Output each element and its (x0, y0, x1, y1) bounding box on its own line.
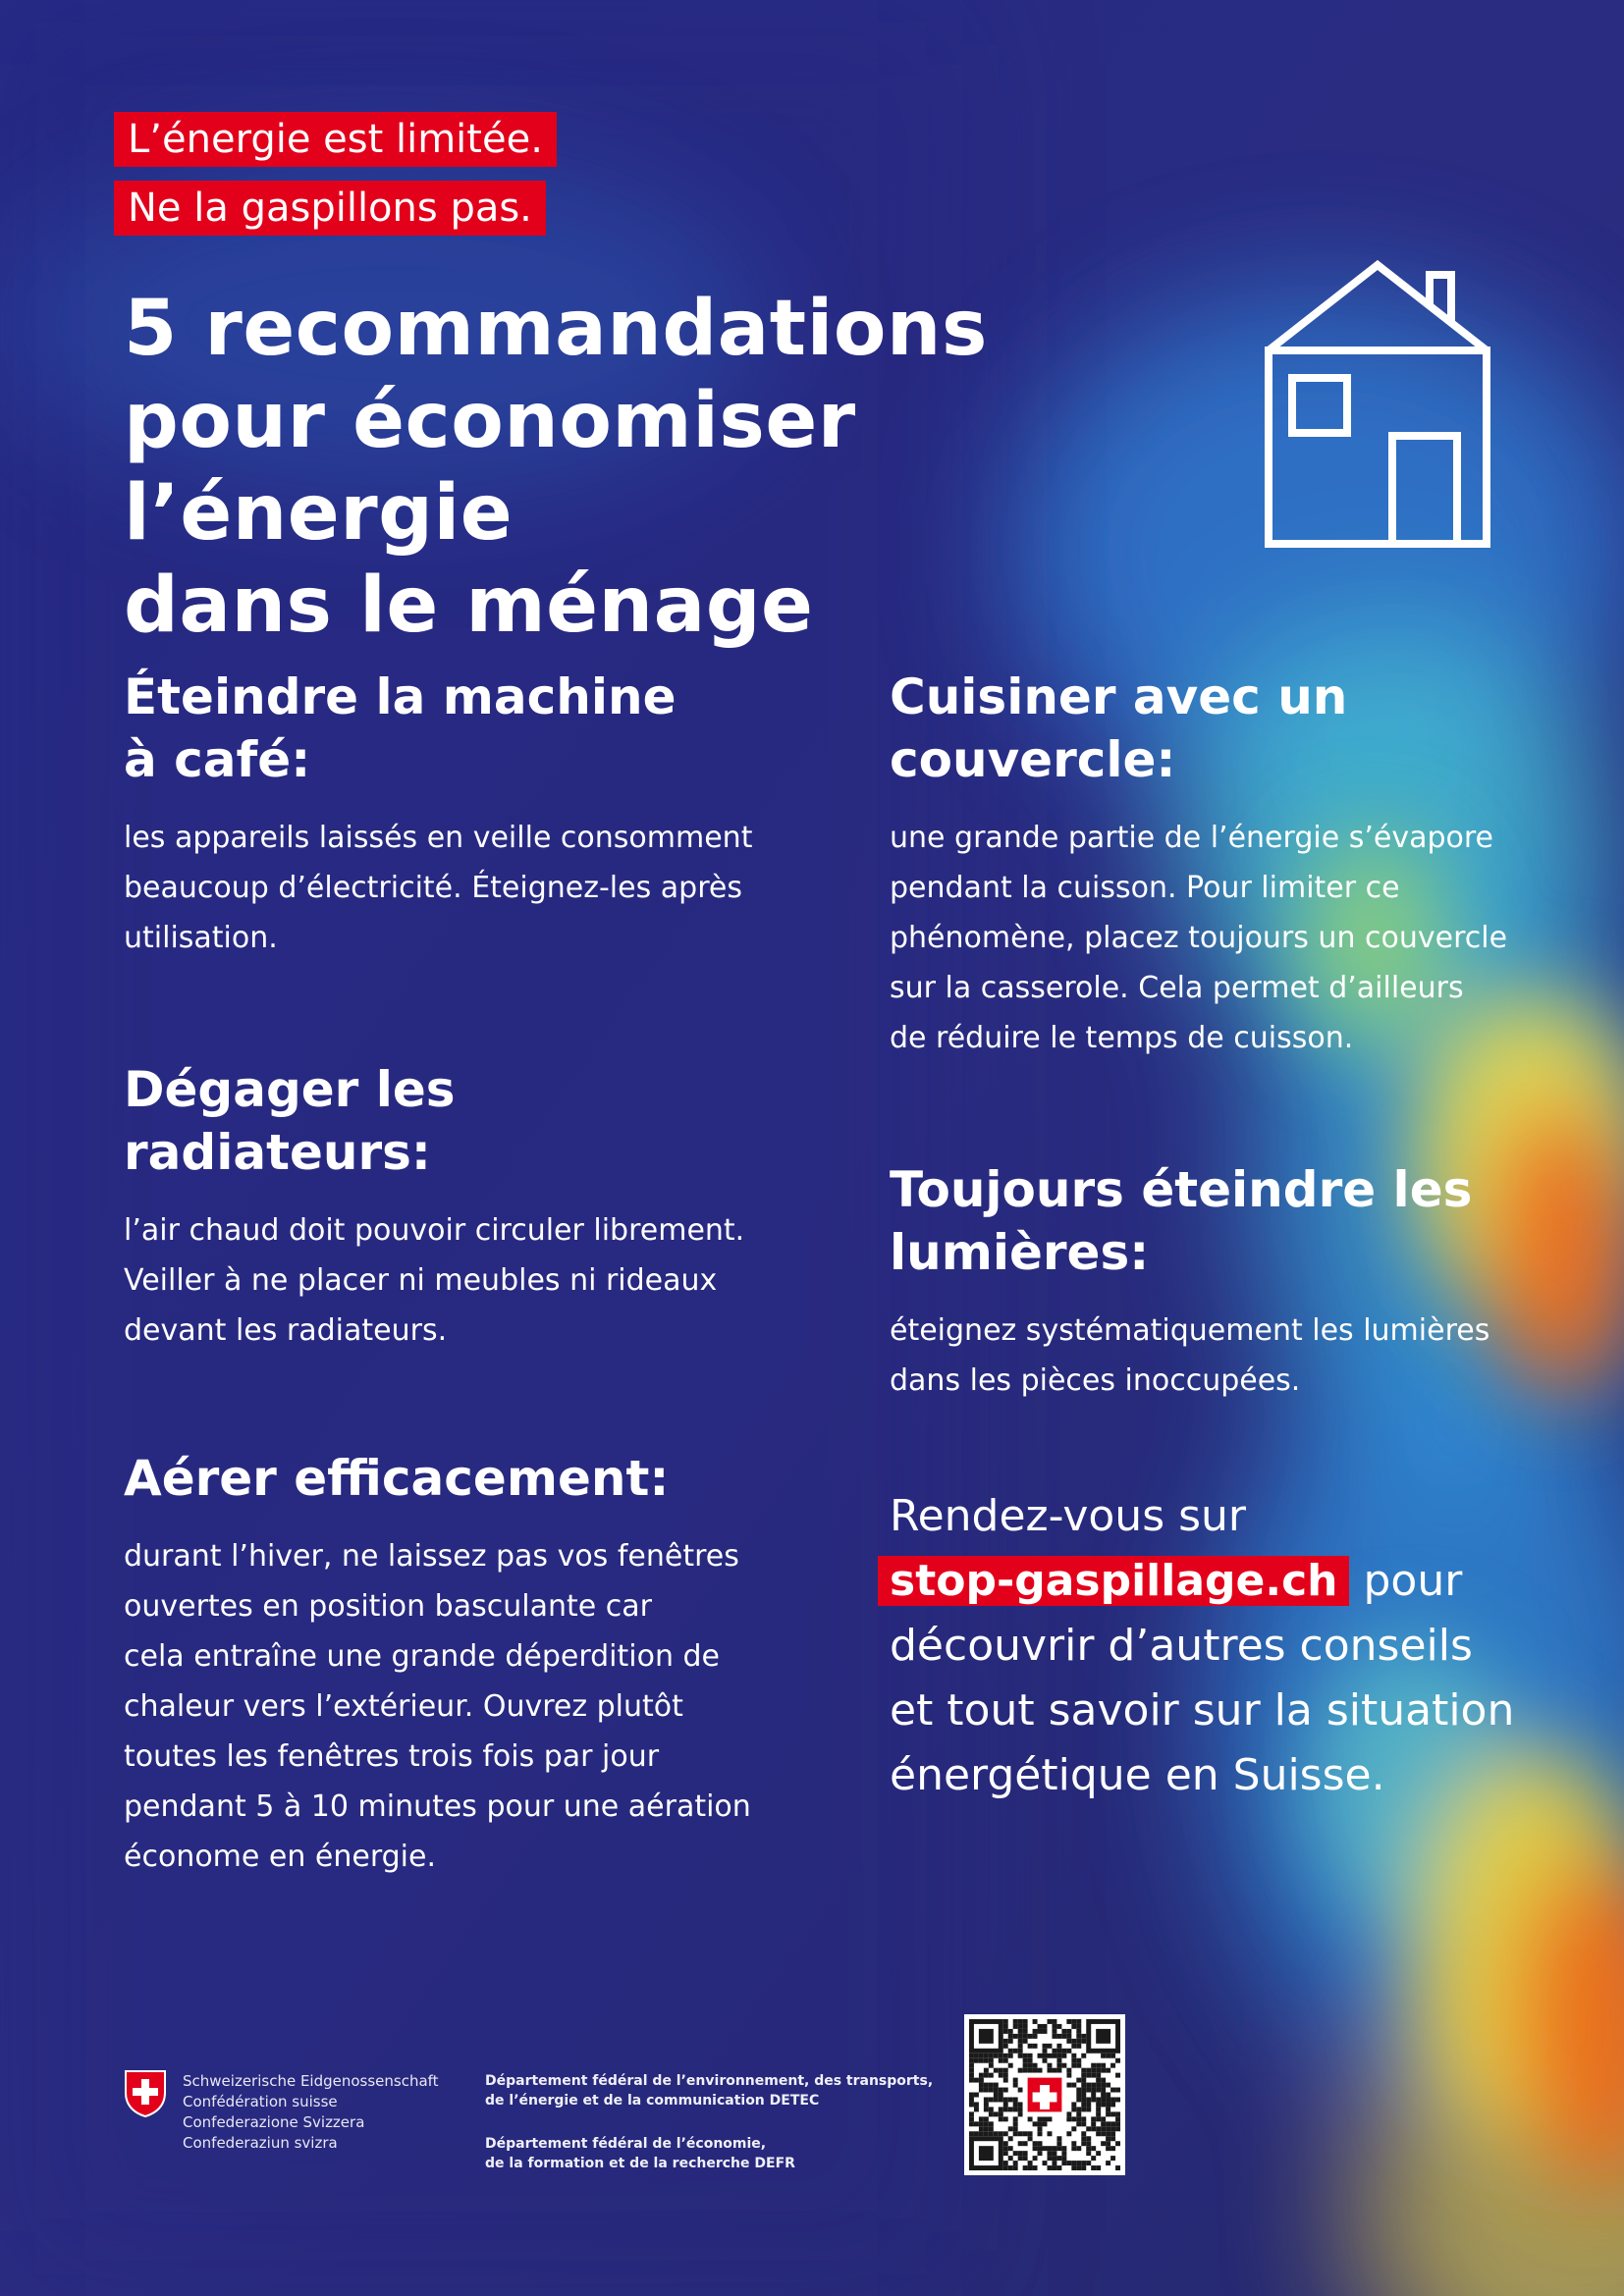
tagline-dont-waste: Ne la gaspillons pas. (114, 181, 546, 236)
department-line: Département fédéral de l’économie, (485, 2136, 767, 2152)
department-line: Département fédéral de l’environnement, des transports, (485, 2073, 934, 2089)
department-line: de la formation et de la recherche DEFR (485, 2156, 795, 2171)
tip-heading (124, 1447, 762, 1510)
tip-heading-line: Aérer efficacement: (124, 1450, 670, 1507)
tip-heading-line: Éteindre la machine (124, 668, 677, 725)
title-line: 5 recommandations (124, 285, 988, 373)
cta-line: Rendez-vous sur (890, 1491, 1246, 1541)
tip-radiators (124, 1058, 762, 1356)
tip-heading-line: couvercle: (890, 731, 1176, 788)
tip-body (124, 813, 762, 963)
swiss-cross-icon (124, 2069, 167, 2118)
federation-name: Confederazione Svizzera (183, 2113, 365, 2131)
title-line: pour économiser l’énergie (124, 377, 856, 558)
website-link[interactable]: stop-gaspillage.ch (878, 1556, 1349, 1606)
federation-name: Schweizerische Eidgenossenschaft (183, 2072, 439, 2090)
tip-heading-line: Dégager les (124, 1061, 456, 1118)
tip-body-line: l’air chaud doit pouvoir circuler librement. (124, 1213, 745, 1248)
page-title (124, 283, 1204, 652)
tip-heading-line: Toujours éteindre les (890, 1161, 1473, 1218)
tip-body-line: de réduire le temps de cuisson. (890, 1021, 1354, 1055)
tip-body-line: ouvertes en position basculante car (124, 1589, 652, 1624)
tip-body-line: les appareils laissés en veille consomment (124, 821, 753, 855)
federation-names (183, 2071, 439, 2154)
tip-lid-cooking (890, 666, 1518, 1063)
tip-heading-line: lumières: (890, 1224, 1150, 1281)
qr-code[interactable] (964, 2014, 1125, 2175)
departments (485, 2071, 933, 2197)
call-to-action (890, 1484, 1538, 1808)
tip-body-line: toutes les fenêtres trois fois par jour (124, 1739, 660, 1774)
tip-body-line: une grande partie de l’énergie s’évapore (890, 821, 1493, 855)
title-line: dans le ménage (124, 561, 814, 650)
cta-line: découvrir d’autres conseils (890, 1621, 1473, 1671)
federation-name: Confederaziun svizra (183, 2134, 338, 2152)
tip-heading (890, 666, 1518, 791)
tip-heading-line: à café: (124, 731, 311, 788)
tip-body-line: beaucoup d’électricité. Éteignez-les après (124, 871, 742, 905)
tip-body-line: pendant la cuisson. Pour limiter ce (890, 871, 1400, 905)
cta-line: énergétique en Suisse. (890, 1750, 1385, 1800)
tip-body-line: dans les pièces inoccupées. (890, 1363, 1301, 1398)
tip-body-line: cela entraîne une grande déperdition de (124, 1639, 721, 1674)
tip-body-line: Veiller à ne placer ni meubles ni rideaux (124, 1263, 718, 1298)
department-line: de l’énergie et de la communication DETEC (485, 2093, 820, 2109)
tip-body (890, 1306, 1518, 1406)
tip-body-line: éteignez systématiquement les lumières (890, 1313, 1490, 1348)
tip-coffee-machine (124, 666, 762, 963)
federation-name: Confédération suisse (183, 2093, 338, 2110)
tip-body-line: utilisation. (124, 921, 278, 955)
tip-body-line: économe en énergie. (124, 1840, 437, 1874)
house-icon (1259, 259, 1496, 548)
tip-ventilation (124, 1447, 762, 1882)
tip-body-line: phénomène, placez toujours un couvercle (890, 921, 1508, 955)
department-defr (485, 2134, 933, 2173)
tip-heading-line: Cuisiner avec un (890, 668, 1348, 725)
tip-body-line: pendant 5 à 10 minutes pour une aération (124, 1789, 751, 1824)
tip-heading (124, 666, 762, 791)
tip-body (124, 1205, 762, 1356)
cta-line: et tout savoir sur la situation (890, 1685, 1515, 1735)
tip-heading-line: radiateurs: (124, 1124, 431, 1181)
tip-body (124, 1531, 762, 1882)
tip-heading (124, 1058, 762, 1184)
tip-lights (890, 1158, 1518, 1406)
tip-body-line: durant l’hiver, ne laissez pas vos fenêtres (124, 1539, 739, 1574)
tip-body (890, 813, 1518, 1063)
tip-body-line: devant les radiateurs. (124, 1313, 448, 1348)
tip-body-line: sur la casserole. Cela permet d’ailleurs (890, 971, 1464, 1005)
tip-body-line: chaleur vers l’extérieur. Ouvrez plutôt (124, 1689, 683, 1724)
tip-heading (890, 1158, 1518, 1284)
cta-line: pour (1349, 1556, 1463, 1606)
tagline-energy-limited: L’énergie est limitée. (114, 112, 557, 167)
department-detec (485, 2071, 933, 2110)
